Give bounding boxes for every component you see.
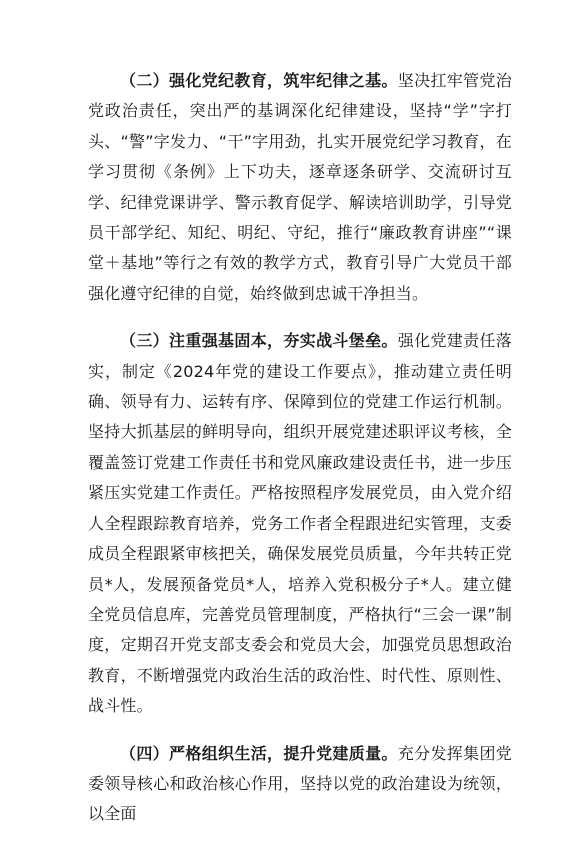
paragraph-text: 强化党建责任落实，制定《2024年党的建设工作要点》，推动建立责任明确、领导有力、运转有序、保障到位的党建工作运行机制。坚持大抓基层的鲜明导向，组织开展党建述职评议考核，全覆盖签订党建工作责任书和党风廉政建设责任书，进一步压紧压实党建工作责任。严格按照程序发展党员，由入党介绍人全程跟踪教育培养，党务工作者全程跟进纪实管理，支委成员全程跟紧审核把关，确保发展党员质量，今年共转正党员*人，发展预备党员*人，培养入党积极分子*人。建立健全党员信息库，完善党员管理制度，严格执行“三会一课”制度，定期召开党支部支委会和党员大会，加强党员思想政治教育，不断增强党内政治生活的政治性、时代性、原则性、战斗性。: [88, 331, 512, 716]
paragraph-heading: （二）强化党纪教育，筑牢纪律之基。: [120, 71, 398, 90]
paragraph-text: 坚决扛牢管党治党政治责任，突出严的基调深化纪律建设，坚持“学”字打头、“警”字发力、“干”字用劲，扎实开展党纪学习教育，在学习贯彻《条例》上下功夫，逐章逐条研学、交流研讨互学、纪律党课讲学、警示教育促学、解读培训助学，引导党员干部学纪、知纪、明纪、守纪，推行“廉政教育讲座”“课堂＋基地”等行之有效的教学方式，教育引导广大党员干部强化遵守纪律的自觉，始终做到忠诚干净担当。: [88, 71, 512, 303]
paragraph-heading: （三）注重强基固本，夯实战斗堡垒。: [120, 331, 398, 351]
paragraph-party-discipline-education: [88, 66, 512, 309]
paragraph-text: 充分发挥集团党委领导核心和政治核心作用，坚持以党的政治建设为统领，以全面: [88, 743, 512, 824]
document-body: [88, 66, 512, 847]
paragraph-organizational-life: [88, 739, 512, 830]
paragraph-heading: （四）严格组织生活，提升党建质量。: [120, 743, 398, 763]
paragraph-strengthen-foundation: [88, 326, 512, 721]
